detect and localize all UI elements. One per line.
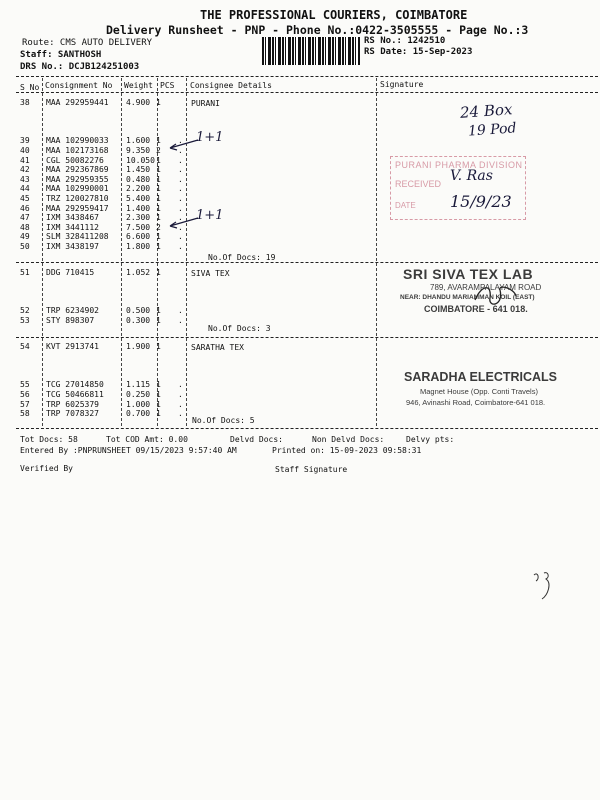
arrow-icon [166, 138, 200, 152]
table-row: 46 MAA 292959417 1.400 1 . [20, 203, 183, 213]
tot-cod: Tot COD Amt: 0.00 [106, 435, 188, 444]
stamp-line: RECEIVED [395, 179, 442, 189]
col-consignee: Consignee Details [190, 81, 272, 90]
group-purani-table [20, 98, 183, 252]
rs-number: RS No.: 1242510 [364, 36, 446, 46]
col-pcs: PCS [160, 81, 175, 90]
table-row: 43 MAA 292959355 0.480 1 . [20, 174, 183, 184]
runsheet-subtitle: Delivery Runsheet - PNP - Phone No.:0422-3505555 - Page No.:3 [106, 23, 529, 37]
stamp-line: NEAR: DHANDU MARIAMMAN KOIL (EAST) [400, 294, 535, 301]
table-row [20, 108, 183, 118]
table-row: 45 TRZ 120027810 5.400 1 . [20, 193, 183, 203]
stamp-line: COIMBATORE - 641 018. [424, 304, 528, 314]
sivatex-stamp-name: SRI SIVA TEX LAB [403, 266, 534, 282]
verified-by: Verified By [20, 464, 73, 473]
handwriting-received-by: V. Ras [450, 168, 493, 184]
handwriting-pods: 19 Pod [467, 120, 518, 140]
docs-count: No.Of Docs: 3 [208, 324, 271, 333]
table-row: 51 DDG 710415 1.052 1 [20, 268, 161, 277]
col-weight: Weight [124, 81, 153, 90]
stamp-line: PURANI PHARMA DIVISION [395, 160, 523, 170]
company-title: THE PROFESSIONAL COURIERS, COIMBATORE [200, 8, 468, 22]
table-row: 39 MAA 102990033 1.600 1 . [20, 136, 183, 146]
consignee-name: SIVA TEX [191, 269, 230, 278]
consignee-name: SARATHA TEX [191, 343, 244, 352]
table-row: 49 SLM 328411208 6.600 1 . [20, 232, 183, 242]
table-row: 57 TRP 6025379 1.000 1 . [20, 399, 183, 409]
table-row: 42 MAA 292367869 1.450 1 . [20, 165, 183, 175]
barcode [262, 37, 360, 65]
table-row: 41 CGL 50082276 10.050 1 . [20, 155, 183, 165]
handwriting-note1: 1+1 [196, 130, 224, 145]
table-row: 50 IXM 3438197 1.800 1 . [20, 241, 183, 251]
table-row [20, 127, 183, 137]
table-row [20, 117, 183, 127]
drs-number: DRS No.: DCJB124251003 [20, 62, 140, 72]
signature-scribble-icon [470, 280, 520, 310]
group-sarathatex-table [20, 342, 183, 419]
table-row: 54 KVT 2913741 1.900 1 [20, 342, 161, 351]
table-row: 48 IXM 3441112 7.500 2 . [20, 222, 183, 232]
table-row: 40 MAA 102173168 9.350 2 . [20, 145, 183, 155]
stamp-line: Magnet House (Opp. Conti Travels) [420, 387, 538, 396]
non-delvd-docs: Non Delvd Docs: [312, 435, 385, 444]
rs-date: RS Date: 15-Sep-2023 [364, 47, 473, 57]
pen-mark-icon [530, 565, 560, 605]
staff-label: Staff: SANTHOSH [20, 50, 102, 60]
staff-signature: Staff Signature [275, 465, 348, 474]
handwriting-date: 15/9/23 [450, 192, 512, 211]
handwriting-note2: 1+1 [196, 208, 224, 223]
col-sno: S No [20, 83, 40, 92]
handwriting-boxes: 24 Box [459, 100, 513, 122]
tot-docs: Tot Docs: 58 [20, 435, 78, 444]
saradha-stamp-name: SARADHA ELECTRICALS [404, 370, 558, 384]
table-row: 52 TRP 6234902 0.500 1 . [20, 306, 183, 316]
printed-on: Printed on: 15-09-2023 09:58:31 [272, 446, 422, 455]
stamp-line: 789, AVARAMPALAYAM ROAD [430, 283, 542, 292]
consignee-name: PURANI [191, 99, 220, 108]
table-row: 44 MAA 102990001 2.200 1 . [20, 184, 183, 194]
table-row: 55 TCG 27014850 1.115 1 . [20, 380, 183, 390]
docs-count: No.Of Docs: 19 [208, 253, 276, 262]
stamp-line: 946, Avinashi Road, Coimbatore-641 018. [406, 398, 546, 407]
arrow-icon [166, 216, 200, 230]
col-signature: Signature [380, 80, 424, 89]
table-row: 56 TCG 50466811 0.250 1 . [20, 389, 183, 399]
table-row: 38 MAA 292959441 4.900 1 [20, 98, 161, 107]
docs-count: No.Of Docs: 5 [192, 416, 255, 425]
entered-by: Entered By :PNPRUNSHEET 09/15/2023 9:57:40 AM [20, 446, 237, 455]
table-row: 53 STY 898307 0.300 1 . [20, 315, 183, 325]
table-row: 58 TRP 7078327 0.700 1 . [20, 409, 183, 419]
group-sivatex-table [20, 268, 183, 326]
route-label: Route: CMS AUTO DELIVERY [22, 38, 153, 48]
delvy-pts: Delvy pts: [406, 435, 455, 444]
col-consignment: Consignment No [45, 81, 113, 90]
delvd-docs: Delvd Docs: [230, 435, 283, 444]
stamp-line: DATE [395, 201, 416, 210]
table-row: 47 IXM 3438467 2.300 1 . [20, 213, 183, 223]
